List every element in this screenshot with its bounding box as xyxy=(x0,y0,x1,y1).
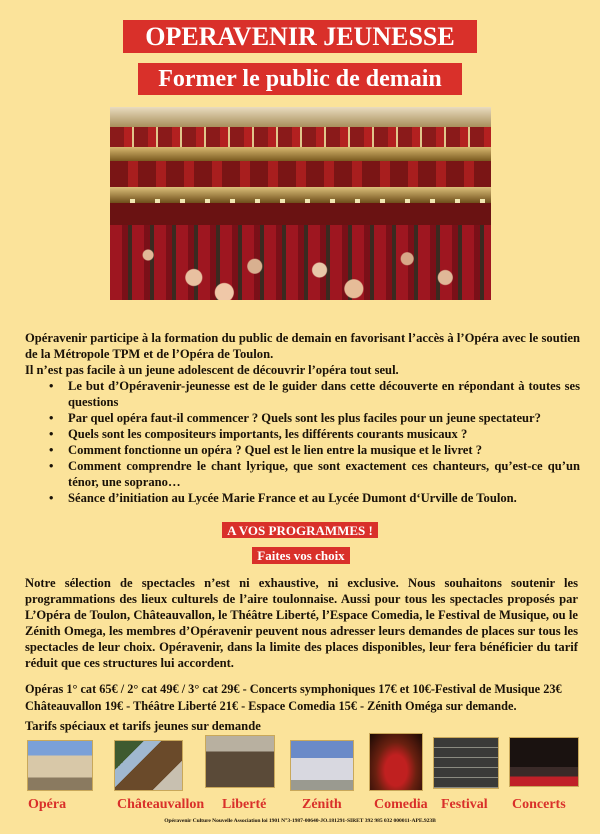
venue-label: Comedia xyxy=(374,797,428,812)
page-title: OPERAVENIR JEUNESSE xyxy=(123,20,477,53)
theatre-liberte-photo xyxy=(205,735,275,788)
opera-hall-photo xyxy=(110,107,491,300)
middle-boxes xyxy=(110,161,491,187)
festival-music-score-photo xyxy=(433,737,499,789)
comedia-theatre-stage-photo xyxy=(369,733,423,791)
zenith-building-photo xyxy=(290,740,354,791)
venue-label: Zénith xyxy=(302,797,342,812)
audience-seats xyxy=(110,225,491,300)
programmes-heading: A VOS PROGRAMMES ! xyxy=(222,522,378,538)
back-wall xyxy=(110,203,491,225)
list-item: • Comment comprendre le chant lyrique, que sont exactement ces chanteurs, qu’est-ce qu’un ténor, une soprano… xyxy=(68,458,580,490)
special-rates-note: Tarifs spéciaux et tarifs jeunes sur demande xyxy=(25,719,261,733)
venue-label: Liberté xyxy=(222,797,267,812)
price-line: Opéras 1° cat 65€ / 2° cat 49€ / 3° cat 29€ - Concerts symphoniques 17€ et 10€-Festival de Musique 23€ xyxy=(25,682,562,696)
list-item: • Comment fonctionne un opéra ? Quel est le lien entre la musique et le livret ? xyxy=(68,442,580,458)
list-item: • Le but d’Opéravenir-jeunesse est de le guider dans cette découverte en répondant à toutes ses questions xyxy=(68,378,580,410)
upper-boxes xyxy=(110,127,491,147)
upper-balcony xyxy=(110,107,491,127)
venue-label: Opéra xyxy=(28,797,67,812)
intro-paragraph: Opéravenir participe à la formation du public de demain en favorisant l’accès à l’Opéra avec le soutien de la Métropole TPM et de l’Opéra de Toulon. xyxy=(25,331,580,361)
list-item: • Séance d’initiation au Lycée Marie France et au Lycée Dumont d‘Urville de Toulon. xyxy=(68,490,580,506)
legal-footer: Opéravenir Culture Nouvelle Association loi 1901 N°3-1987-00640-JO.181291-SIRET 392 985 032 000011-APE.923B xyxy=(164,818,436,824)
question-list xyxy=(25,378,580,506)
list-item: • Quels sont les compositeurs importants, les différents courants musicaux ? xyxy=(68,426,580,442)
list-item: • Par quel opéra faut-il commencer ? Quels sont les plus faciles pour un jeune spectateur? xyxy=(68,410,580,426)
intro-section xyxy=(25,330,580,506)
selection-paragraph xyxy=(25,575,578,672)
venue-label: Châteauvallon xyxy=(117,797,205,812)
orchestra-concert-photo xyxy=(509,737,579,787)
chateauvallon-building-photo xyxy=(114,740,183,791)
venue-label: Concerts xyxy=(512,797,566,812)
programmes-subheading: Faites vos choix xyxy=(252,547,350,564)
middle-balcony xyxy=(110,147,491,161)
venue-label: Festival xyxy=(441,797,488,812)
opera-building-photo xyxy=(27,740,93,791)
price-list xyxy=(25,681,585,714)
price-line: Châteauvallon 19€ - Théâtre Liberté 21€ - Espace Comedia 15€ - Zénith Oméga sur demande. xyxy=(25,698,517,713)
page-subtitle: Former le public de demain xyxy=(138,63,462,95)
selection-text: Notre sélection de spectacles n’est ni exhaustive, ni exclusive. Nous souhaitons soutenir les programmations des lieux culturels de l’aire toulonnaise. Aussi pour tous les spectacles proposés par L’Opéra de Toulon, Châteauvallon, le Théâtre Liberté, l’Espace Comedia, le Festival de Musique, ou le Zénith Omega, les membres d’Opéravenir peuvent nous adresser leurs demandes de places sur tous les spectacles de leur choix. Opéravenir, dans la limite des places disponibles, leur fera bénéficier du tarif réduit que ces structures lui accordent. xyxy=(25,576,578,671)
intro-paragraph: Il n’est pas facile à un jeune adolescent de découvrir l’opéra tout seul. xyxy=(25,363,399,377)
